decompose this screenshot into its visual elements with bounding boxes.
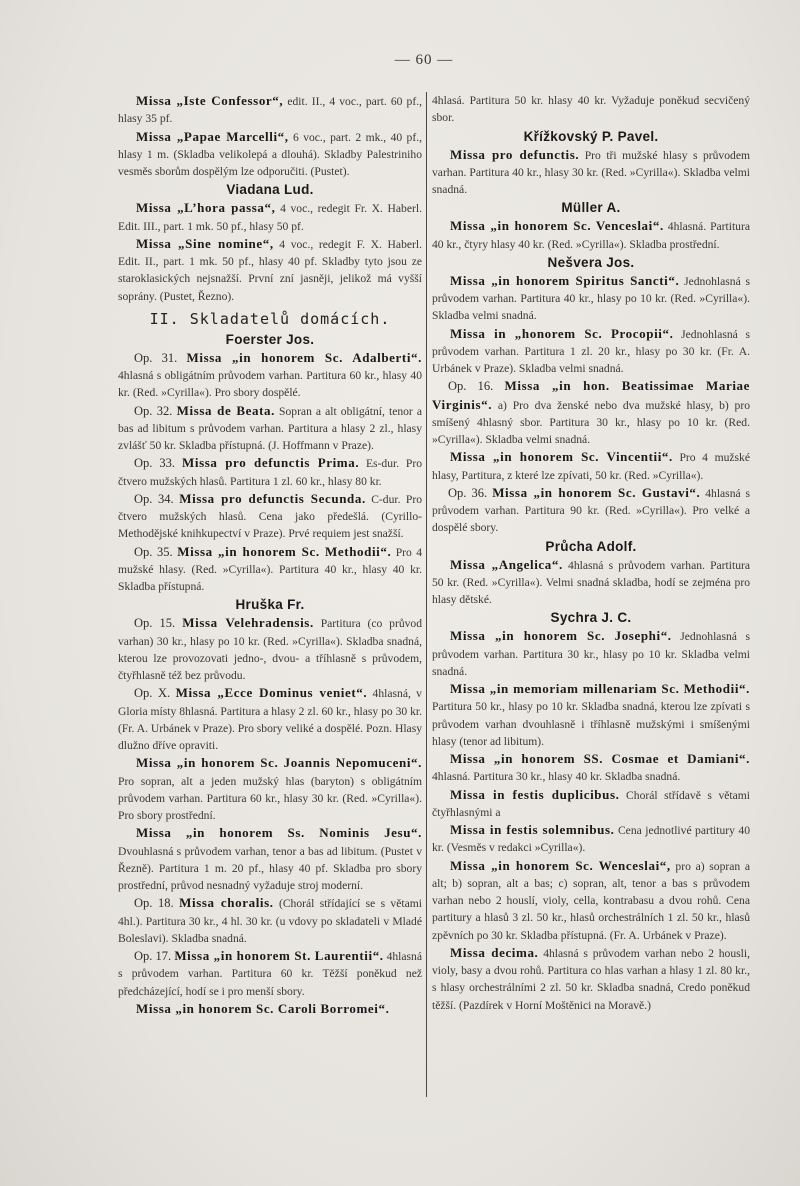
mass-description: pro a) sopran a alt; b) sopran, alt a bas; c) sopran, alt, tenor a bas s průvodem varhan nebo 2 houslí, violy, cella, kontrabasu a dvou rohů. Cena partitury a hlasů 3 zl. 50 kr., hlasů orchestrálních 1 zl. 50 kr., hlasů zpěvních po 30 kr. Skladba přístupná. (Fr. A. Urbánek v Praze).	[432, 859, 750, 942]
composer-heading: Hruška Fr.	[235, 597, 305, 613]
mass-title: Missa „in honorem Sc. Josephi“.	[450, 628, 672, 644]
section-heading: II. Skladatelů domácích.	[149, 309, 391, 328]
mass-entry	[118, 128, 422, 181]
mass-title: Missa „Sine nomine“,	[136, 235, 274, 251]
mass-entry	[118, 199, 422, 235]
mass-entry	[118, 235, 422, 305]
mass-title: Missa „in honorem Sc. Venceslai“.	[450, 218, 664, 234]
mass-description: Pro sopran, alt a jeden mužský hlas (baryton) s obligátním průvodem varhan. Partitura 60 kr., hlasy 30 kr. (Red. »Cyrilla«). Pro sbory prostřední.	[118, 774, 422, 822]
mass-entry	[432, 484, 750, 537]
mass-description: 4hlasná s průvodem varhan nebo 2 housli, violy, basy a dvou rohů. Partitura co hlas varhan a hlasy 1 zl. 80 kr., s hlasy orchestrálními 2 zl. 50 kr. Skladba snadná, Credo poněkud těžší. (Pazdírek v Horní Moštěnici na Moravě.)	[432, 946, 750, 1012]
opus-number: Op. X.	[134, 686, 176, 701]
mass-title: Missa choralis.	[179, 895, 274, 911]
mass-description: a) Pro dva ženské nebo dva mužské hlasy, b) pro smíšený 4hlasný sbor. Partitura 30 kr., hlasy po 10 kr. (Red. »Cyrilla«). Skladba velmi snadná.	[432, 398, 750, 446]
mass-title: Missa „in honorem Sc. Vincentii“.	[450, 449, 673, 465]
mass-title: Missa „Iste Confessor“,	[136, 93, 284, 108]
mass-title: Missa „Angelica“.	[450, 556, 563, 572]
opus-number: Op. 35.	[134, 544, 178, 559]
mass-description: C-dur. Pro čtvero mužských hlasů. Cena jako předešlá. (Cyrillo-Methodějské knihkupectví v Praze). Prvé requiem jest snažší.	[118, 492, 422, 541]
composer-heading: Nešvera Jos.	[547, 254, 635, 270]
mass-title: Missa „in honorem Sc. Gustavi“.	[492, 484, 701, 500]
mass-title: Missa „in hon. Beatissimae Mariae Virginis“.	[432, 378, 751, 412]
opus-number: Op. 31.	[134, 350, 187, 365]
mass-entry	[118, 684, 422, 754]
mass-description: edit. II., 4 voc., part. 60 pf., hlasy 35 pf.	[118, 95, 422, 126]
mass-title: Missa „in honorem Sc. Adalberti“.	[186, 349, 422, 365]
opus-number: Op. 34.	[134, 491, 180, 506]
mass-title: Missa „L’hora passa“,	[136, 200, 276, 216]
mass-description: 4hlasná. Partitura 40 kr., čtyry hlasy 40 kr. (Red. »Cyrilla«). Skladba prostřední.	[432, 220, 750, 251]
mass-title: Missa „in honorem Sc. Caroli Borromei“.	[136, 1000, 390, 1016]
mass-description: Pro 4 mužské hlasy. (Red. »Cyrilla«). Partitura 40 kr., hlasy 40 kr. Skladba přístupná.	[118, 545, 422, 593]
mass-title: Missa „in honorem SS. Cosmae et Damiani“.	[450, 751, 750, 766]
mass-entry	[432, 627, 750, 680]
opus-number: Op. 32.	[134, 403, 177, 418]
mass-title: Missa „in honorem Sc. Wenceslai“,	[450, 857, 671, 873]
mass-entry	[432, 325, 750, 378]
mass-title: Missa „in honorem Sc. Joannis Nepomuceni“.	[136, 755, 422, 771]
mass-title: Missa „Ecce Dominus veniet“.	[175, 685, 368, 701]
mass-description: Jednohlasná s průvodem varhan. Partitura 1 zl. 20 kr., hlasy po 30 kr. (Fr. A. Urbánek v Praze). Skladba velmi snadná.	[432, 327, 750, 375]
mass-title: Missa „in honorem Sc. Methodii“.	[177, 543, 392, 559]
mass-description: (Chorál střídající se s větami 4hl.). Partitura 30 kr., 4 hl. 30 kr. (u vdovy po skladateli v Mladé Boleslavi). Skladba snadná.	[118, 897, 422, 945]
mass-title: Missa Velehradensis.	[182, 615, 314, 631]
composer-heading: Sychra J. C.	[550, 610, 632, 626]
right-column	[432, 92, 750, 1014]
opus-number: Op. 33.	[134, 456, 183, 471]
mass-entry	[118, 947, 422, 1000]
mass-description: Pro tři mužské hlasy s průvodem varhan. Partitura 40 kr., hlasy 30 kr. (Red. »Cyrilla«). Skladba velmi snadná.	[432, 148, 750, 196]
mass-description: 4 voc., redegit F. X. Haberl. Edit. II., part. 1 mk. 50 pf., hlasy 40 pf. Skladby tyto jsou ze staroklasických nejsnažší. První zní jasněji, jelikož má vyšší soprány. (Pustet, Řezno).	[118, 237, 422, 303]
opus-number: Op. 17.	[134, 949, 175, 963]
opus-number: Op. 15.	[134, 616, 183, 631]
mass-entry	[432, 377, 750, 448]
mass-entry	[118, 454, 422, 490]
mass-description: Pro 4 mužské hlasy, Partitura, z které lze zpívati, 50 kr. (Red. »Cyrilla«).	[432, 451, 750, 482]
mass-entry	[432, 556, 750, 609]
mass-entry	[432, 217, 750, 253]
mass-entry	[432, 92, 750, 127]
mass-entry	[118, 614, 422, 684]
mass-title: Missa de Beata.	[176, 402, 275, 418]
mass-description: Es-dur. Pro čtvero mužských hlasů. Partitura 1 zl. 60 kr., hlasy 80 kr.	[118, 457, 423, 488]
mass-entry	[118, 754, 422, 824]
mass-entry	[432, 821, 750, 857]
mass-title: Missa „Papae Marcelli“,	[136, 128, 289, 144]
mass-entry	[432, 750, 750, 786]
mass-description: Partitura 50 kr., hlasy po 10 kr. Skladba snadná, kterou lze zpívati s průvodem varhan dvouhlasně i tříhlasně mužskými i smíšenými hlasy (tenor ad libitum).	[432, 700, 750, 748]
mass-description: Partitura (co průvod varhan) 30 kr., hlasy po 10 kr. (Red. »Cyrilla«). Skladba snadná, kterou lze provozovati jedno-, dvou- a tříhlasně s průvodem, čtyřhlasně též bez průvodu.	[118, 617, 423, 682]
mass-description: 6 voc., part. 2 mk., 40 pf., hlasy 1 m. (Skladba velikolepá a dlouhá). Skladby Palestriniho vesměs sborům dospělým lze odporučiti. (Pustet).	[118, 130, 422, 178]
mass-entry	[432, 680, 750, 750]
mass-title: Missa decima.	[450, 944, 539, 960]
mass-description: Chorál střídavě s větami čtyřhlasnými a	[432, 788, 751, 819]
mass-entry	[118, 824, 422, 894]
composer-heading: Müller A.	[561, 200, 621, 216]
mass-entry	[118, 92, 422, 128]
mass-description: Jednohlasná s průvodem varhan. Partitura 40 kr., hlasy po 10 kr. (Red. »Cyrilla«). Skladba velmi snadná.	[432, 274, 750, 323]
mass-description: 4 voc., redegit Fr. X. Haberl. Edit. III., part. 1 mk. 50 pf., hlasy 50 pf.	[118, 202, 422, 233]
mass-entry	[432, 448, 750, 484]
mass-description: Sopran a alt obligátní, tenor a bas ad libitum s průvodem varhan. Partitura a hlasy 2 zl., hlasy zvlášť 50 kr. Skladba přístupná. (J. Hoffmann v Praze).	[118, 404, 422, 452]
mass-title: Missa „in honorem Spiritus Sancti“.	[450, 272, 680, 288]
mass-entry	[432, 857, 750, 944]
mass-entry	[118, 1000, 422, 1018]
mass-entry	[118, 490, 422, 543]
mass-description: 4hlasná. Partitura 30 kr., hlasy 40 kr. Skladba snadná.	[432, 770, 681, 784]
mass-description: 4hlasná s obligátním průvodem varhan. Partitura 60 kr., hlasy 40 kr. (Red. »Cyrilla«). Pro sbory dospělé.	[118, 369, 422, 400]
mass-description: 4hlasá. Partitura 50 kr. hlasy 40 kr. Vyžaduje poněkud secvičený sbor.	[432, 94, 750, 125]
composer-heading: Viadana Lud.	[226, 182, 314, 198]
mass-title: Missa pro defunctis Prima.	[182, 455, 360, 471]
mass-title: Missa in festis solemnibus.	[450, 822, 615, 837]
composer-heading: Křížkovský P. Pavel.	[523, 128, 659, 144]
mass-title: Missa in festis duplicibus.	[450, 786, 620, 802]
mass-entry	[432, 944, 750, 1014]
mass-title: Missa pro defunctis Secunda.	[179, 490, 366, 506]
opus-number: Op. 16.	[448, 379, 505, 394]
mass-description: 4hlasná, v Gloria místy 8hlasná. Partitura a hlasy 2 zl. 60 kr., hlasy po 30 kr. (Fr. A. Urbánek v Praze). Pro sbory veliké a dospělé. Pozn. Hlasy dlužno dříve opraviti.	[118, 687, 422, 752]
mass-title: Missa pro defunctis.	[450, 146, 580, 162]
mass-title: Missa „in honorem Ss. Nominis Jesu“.	[136, 825, 422, 841]
mass-entry	[118, 402, 422, 455]
left-column	[118, 92, 422, 1018]
mass-title: Missa in „honorem Sc. Procopii“.	[450, 325, 674, 341]
mass-description: Jednohlasná s průvodem varhan. Partitura 30 kr., hlasy po 10 kr. Skladba velmi snadná.	[432, 630, 750, 678]
mass-entry	[118, 894, 422, 947]
mass-description: 4hlasná s průvodem varhan. Partitura 50 kr. (Red. »Cyrilla«). Velmi snadná skladba, hodí se zejména pro hlasy dětské.	[432, 558, 750, 606]
opus-number: Op. 18.	[134, 896, 180, 911]
mass-entry	[432, 272, 750, 325]
mass-entry	[432, 786, 750, 822]
mass-entry	[432, 146, 750, 199]
mass-title: Missa „in honorem St. Laurentii“.	[174, 948, 384, 963]
page-number: — 60 —	[394, 52, 454, 68]
column-divider	[426, 92, 427, 1097]
mass-description: 4hlasná s průvodem varhan. Partitura 60 kr. Těžší poněkud než předcházející, hodí se i pro menší sbory.	[118, 950, 422, 998]
mass-description: Dvouhlasná s průvodem varhan, tenor a bas ad libitum. (Pustet v Řezně). Partitura 1 m. 20 pf., hlasy 40 pf. Skladba pro sbory prostřední, průvod nesnadný vyžaduje stroj moderní.	[118, 844, 422, 892]
mass-description: Cena jednotlivé partitury 40 kr. (Vesměs v redakci »Cyrilla«).	[432, 824, 750, 855]
mass-title: Missa „in memoriam millenariam Sc. Methodii“.	[450, 681, 750, 696]
mass-description: 4hlasná s průvodem varhan. Partitura 90 kr. (Red. »Cyrilla«). Pro velké a dospělé sbory.	[432, 486, 750, 535]
opus-number: Op. 36.	[448, 485, 493, 500]
composer-heading: Průcha Adolf.	[545, 538, 637, 554]
composer-heading: Foerster Jos.	[225, 331, 315, 347]
mass-entry	[118, 543, 422, 596]
mass-entry	[118, 349, 422, 402]
